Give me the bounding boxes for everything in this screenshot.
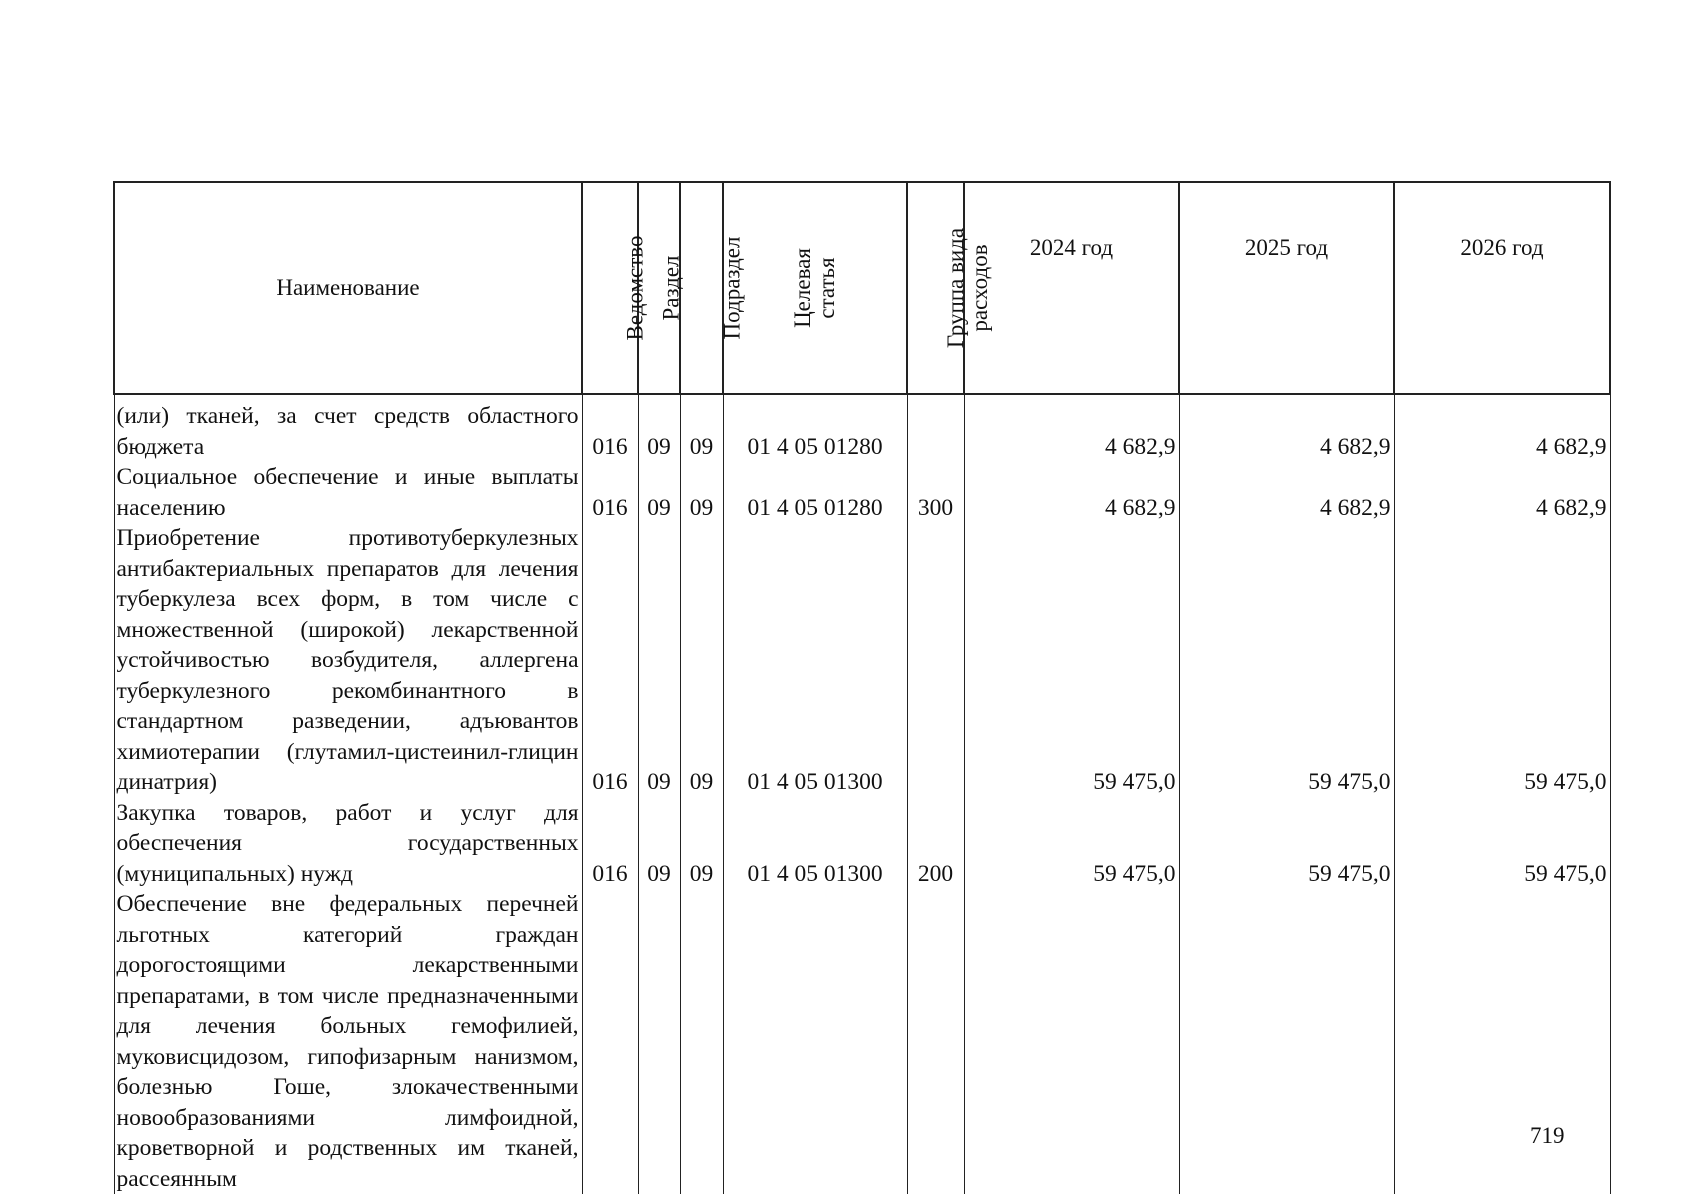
header-section: Раздел xyxy=(638,182,680,394)
row-dept: 016 xyxy=(582,401,638,462)
row-dept: 016 xyxy=(582,798,638,890)
budget-table xyxy=(113,181,1611,1194)
row-name: Социальное обеспечение и иные выплаты населению xyxy=(114,462,582,523)
row-2024: 4 682,9 xyxy=(964,462,1179,523)
table-row xyxy=(114,462,1610,523)
table-header-row xyxy=(114,182,1610,394)
header-2024: 2024 год xyxy=(964,182,1179,394)
row-subsection: 09 xyxy=(680,798,723,890)
row-group xyxy=(907,523,964,798)
row-subsection: 09 xyxy=(680,523,723,798)
row-name: Приобретение противотуберкулезных антибактериальных препаратов для лечения туберкулеза всех форм, в том числе с множественной (широкой) лекарственной устойчивостью возбудителя, аллергена туберкулезного рекомбинантного в стандартном разведении, адъювантов химиотерапии (глутамил-цистеинил-глицин динатрия) xyxy=(114,523,582,798)
row-target: 01 4 05 01280 xyxy=(723,401,907,462)
row-name: (или) тканей, за счет средств областного бюджета xyxy=(114,401,582,462)
row-section: 09 xyxy=(638,462,680,523)
row-2026: 59 475,0 xyxy=(1394,798,1610,890)
header-dept: Ведомство xyxy=(582,182,638,394)
row-group xyxy=(907,889,964,1194)
row-subsection: 09 xyxy=(680,462,723,523)
row-subsection xyxy=(680,889,723,1194)
row-2025: 59 475,0 xyxy=(1179,523,1394,798)
row-group: 200 xyxy=(907,798,964,890)
row-dept: 016 xyxy=(582,462,638,523)
row-group xyxy=(907,401,964,462)
row-2024 xyxy=(964,889,1179,1194)
table-row xyxy=(114,798,1610,890)
row-2025: 59 475,0 xyxy=(1179,798,1394,890)
row-section: 09 xyxy=(638,798,680,890)
row-2024: 59 475,0 xyxy=(964,798,1179,890)
row-target: 01 4 05 01300 xyxy=(723,798,907,890)
row-2026: 59 475,0 xyxy=(1394,523,1610,798)
header-subsection: Подраздел xyxy=(680,182,723,394)
row-name: Обеспечение вне федеральных перечней льготных категорий граждан дорогостоящими лекарственными препаратами, в том числе предназначенными для лечения больных гемофилией, муковисцидозом, гипофизарным нанизмом, болезнью Гоше, злокачественными новообразованиями лимфоидной, кроветворной и родственных им тканей, рассеянным xyxy=(114,889,582,1194)
row-2024: 4 682,9 xyxy=(964,401,1179,462)
page-number: 719 xyxy=(1530,1123,1565,1148)
row-2025 xyxy=(1179,889,1394,1194)
row-name: Закупка товаров, работ и услуг для обеспечения государственных (муниципальных) нужд xyxy=(114,798,582,890)
row-target: 01 4 05 01280 xyxy=(723,462,907,523)
header-2025: 2025 год xyxy=(1179,182,1394,394)
row-section: 09 xyxy=(638,523,680,798)
row-dept xyxy=(582,889,638,1194)
row-target: 01 4 05 01300 xyxy=(723,523,907,798)
row-section: 09 xyxy=(638,401,680,462)
row-group: 300 xyxy=(907,462,964,523)
row-subsection: 09 xyxy=(680,401,723,462)
header-2026: 2026 год xyxy=(1394,182,1610,394)
row-section xyxy=(638,889,680,1194)
table-row xyxy=(114,401,1610,462)
row-2026 xyxy=(1394,889,1610,1194)
row-2025: 4 682,9 xyxy=(1179,462,1394,523)
table-row xyxy=(114,889,1610,1194)
table-row xyxy=(114,523,1610,798)
row-2025: 4 682,9 xyxy=(1179,401,1394,462)
row-2024: 59 475,0 xyxy=(964,523,1179,798)
row-2026: 4 682,9 xyxy=(1394,462,1610,523)
header-name: Наименование xyxy=(114,182,582,394)
row-target xyxy=(723,889,907,1194)
row-2026: 4 682,9 xyxy=(1394,401,1610,462)
row-dept: 016 xyxy=(582,523,638,798)
header-group: Группа вида расходов xyxy=(907,182,964,394)
header-target: Целевая статья xyxy=(723,182,907,394)
